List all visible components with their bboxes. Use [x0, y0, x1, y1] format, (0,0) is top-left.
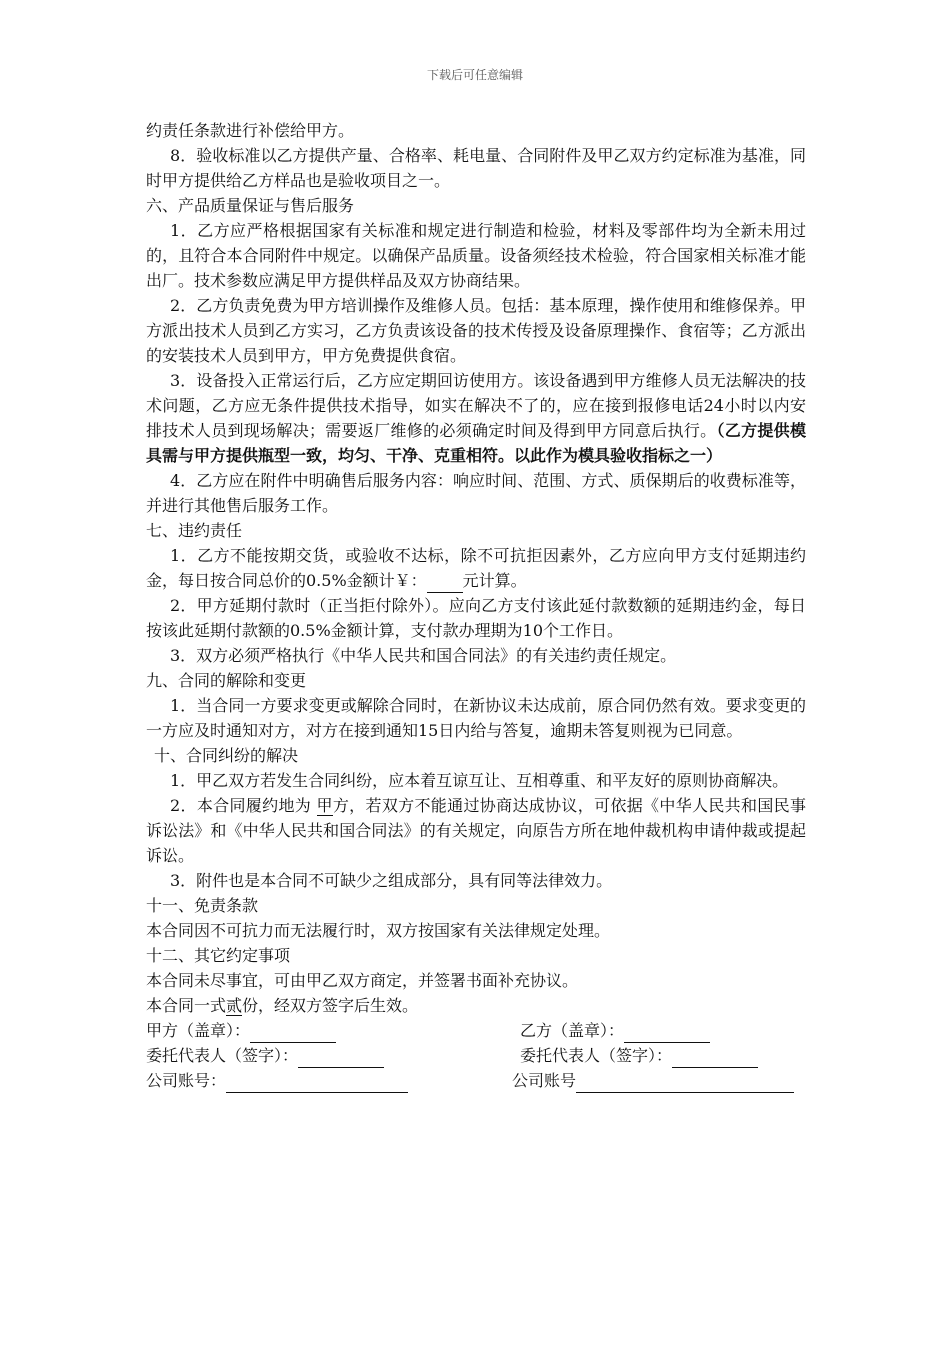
blank-line	[250, 1024, 336, 1043]
paragraph: 1．当合同一方要求变更或解除合同时，在新协议未达成前，原合同仍然有效。要求变更的一方应及时通知对方，对方在接到通知15日内给与答复，逾期未答复则视为已同意。	[146, 696, 806, 740]
account-a-label: 公司账号：	[146, 1071, 227, 1090]
signature-row	[146, 1018, 806, 1043]
paragraph: 8．验收标准以乙方提供产量、合格率、耗电量、合同附件及甲乙双方约定标准为基准，同时甲方提供给乙方样品也是验收项目之一。	[146, 146, 806, 190]
page-header: 下载后可任意编辑	[426, 68, 523, 82]
blank-line	[427, 574, 463, 593]
underlined-text: 贰	[226, 996, 243, 1015]
paragraph	[146, 368, 806, 468]
paragraph: 约责任条款进行补偿给甲方。	[146, 121, 355, 140]
blank-line	[226, 1074, 408, 1093]
section-heading: 十一、免责条款	[146, 896, 259, 915]
signature-row	[146, 1068, 806, 1093]
paragraph-text: 方，若双方不能通过协商达成协议，可依据《中华人民共和国民事诉讼法》和《中华人民共和国合同法》的有关规定，向原告方所在地仲裁机构申请仲裁或提起诉讼。	[146, 796, 806, 865]
party-a-seal-label: 甲方（盖章）：	[146, 1021, 251, 1040]
paragraph: 本合同因不可抗力而无法履行时，双方按国家有关法律规定处理。	[146, 921, 611, 940]
bold-note: （乙方提供模具需与甲方提供瓶型一致，均匀、干净、克重相符。以此作为模具验收指标之一）	[146, 421, 806, 465]
paragraph: 1．乙方应严格根据国家有关标准和规定进行制造和检验，材料及零部件均为全新未用过的，且符合本合同附件中规定。以确保产品质量。设备须经技术检验，符合国家相关标准才能出厂。技术参数应满足甲方提供样品及双方协商结果。	[146, 221, 806, 290]
blank-line	[576, 1074, 794, 1093]
blank-line	[298, 1049, 384, 1068]
paragraph-text: 本合同一式	[146, 996, 227, 1015]
paragraph: 1．甲乙双方若发生合同纠纷，应本着互谅互让、互相尊重、和平友好的原则协商解决。	[170, 771, 789, 790]
paragraph: 4．乙方应在附件中明确售后服务内容：响应时间、范围、方式、质保期后的收费标准等，并进行其他售后服务工作。	[146, 471, 806, 515]
paragraph	[146, 793, 806, 868]
paragraph: 2．乙方负责免费为甲方培训操作及维修人员。包括：基本原理，操作使用和维修保养。甲方派出技术人员到乙方实习，乙方负责该设备的技术传授及设备原理操作、食宿等；乙方派出的安装技术人员到甲方，甲方免费提供食宿。	[146, 296, 806, 365]
paragraph-text: 2．本合同履约地为	[170, 796, 317, 815]
paragraph: 3．附件也是本合同不可缺少之组成部分，具有同等法律效力。	[170, 871, 613, 890]
paragraph: 2．甲方延期付款时（正当拒付除外）。应向乙方支付该此延付款数额的延期违约金，每日按该此延期付款额的0.5%金额计算，支付款办理期为10个工作日。	[146, 596, 806, 640]
section-heading: 九、合同的解除和变更	[146, 671, 307, 690]
paragraph-text: 元计算。	[462, 571, 527, 590]
blank-line	[624, 1024, 710, 1043]
paragraph-text: 份，经双方签字后生效。	[242, 996, 419, 1015]
paragraph-text: 3．设备投入正常运行后，乙方应定期回访使用方。该设备遇到甲方维修人员无法解决的技术问题，乙方应无条件提供技术指导，如实在解决不了的，应在接到报修电话24小时以内安排技术人员到现场解决；需要返厂维修的必须确定时间及得到甲方同意后执行。	[146, 371, 806, 440]
rep-a-label: 委托代表人（签字）：	[146, 1046, 299, 1065]
party-b-seal-label: 乙方（盖章）：	[520, 1021, 625, 1040]
account-b-label: 公司账号	[512, 1071, 577, 1090]
section-heading: 七、违约责任	[146, 521, 243, 540]
contract-body	[146, 118, 806, 1093]
signature-row	[146, 1043, 806, 1068]
paragraph	[146, 543, 806, 593]
blank-line	[672, 1049, 758, 1068]
paragraph	[146, 993, 806, 1018]
rep-b-label: 委托代表人（签字）：	[520, 1046, 673, 1065]
paragraph: 3．双方必须严格执行《中华人民共和国合同法》的有关违约责任规定。	[170, 646, 677, 665]
section-heading: 十二、其它约定事项	[146, 946, 291, 965]
section-heading: 十、合同纠纷的解决	[154, 746, 299, 765]
paragraph-text: 1．乙方不能按期交货，或验收不达标，除不可抗拒因素外，乙方应向甲方支付延期违约金，每日按合同总价的0.5%金额计￥：	[146, 546, 806, 590]
paragraph: 本合同未尽事宜，可由甲乙双方商定，并签署书面补充协议。	[146, 971, 579, 990]
section-heading: 六、产品质量保证与售后服务	[146, 196, 355, 215]
underlined-text: 甲	[316, 796, 333, 815]
